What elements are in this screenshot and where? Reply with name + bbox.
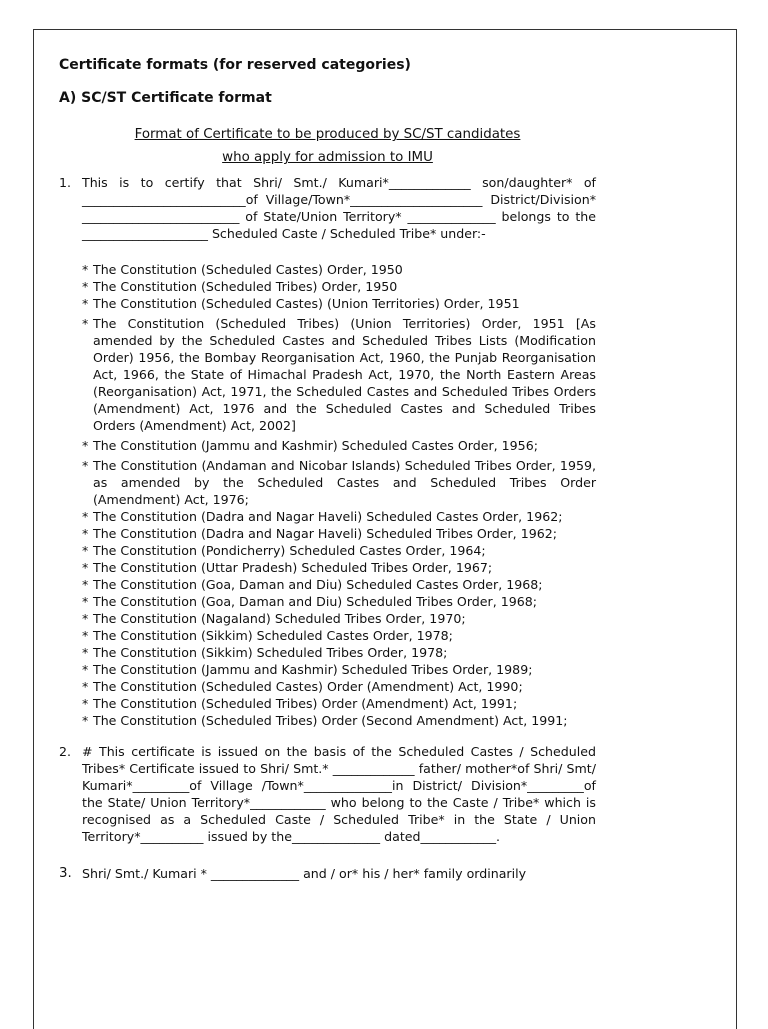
order-marker: * [82, 560, 89, 575]
format-title [59, 123, 596, 169]
order-list-item [82, 295, 596, 312]
order-list-item [82, 542, 596, 559]
order-marker: * [82, 594, 89, 609]
order-text: The Constitution (Pondicherry) Scheduled Castes Order, 1964; [93, 543, 486, 558]
order-list-item [82, 508, 596, 525]
paragraph-3-number: 3. [59, 866, 72, 881]
order-list-item [82, 678, 596, 695]
paragraph-2 [59, 743, 596, 845]
order-marker: * [82, 279, 89, 294]
order-text: The Constitution (Uttar Pradesh) Scheduled Tribes Order, 1967; [93, 560, 493, 575]
order-text: The Constitution (Scheduled Tribes) Order, 1950 [93, 279, 398, 294]
order-text: The Constitution (Dadra and Nagar Haveli) Scheduled Tribes Order, 1962; [93, 526, 557, 541]
order-list-item [82, 627, 596, 644]
order-list-item [82, 457, 596, 508]
order-text: The Constitution (Andaman and Nicobar Islands) Scheduled Tribes Order, 1959, as amended by the Scheduled Castes and Scheduled Tribes Order (Amendment) Act, 1976; [93, 458, 596, 507]
order-list-item [82, 437, 596, 454]
order-text: The Constitution (Scheduled Tribes) Order (Second Amendment) Act, 1991; [93, 713, 568, 728]
paragraph-3-text: Shri/ Smt./ Kumari * ______________ and / or* his / her* family ordinarily [82, 866, 527, 881]
order-text: The Constitution (Goa, Daman and Diu) Scheduled Tribes Order, 1968; [93, 594, 538, 609]
order-text: The Constitution (Dadra and Nagar Haveli) Scheduled Castes Order, 1962; [93, 509, 563, 524]
paragraph-3 [59, 865, 596, 882]
paragraph-1-number: 1. [59, 175, 72, 190]
order-list-item [82, 315, 596, 434]
order-list-item [82, 712, 596, 729]
order-marker: * [82, 316, 89, 331]
paragraph-2-number: 2. [59, 744, 72, 759]
paragraph-1-text: This is to certify that Shri/ Smt./ Kumari*_____________ son/daughter* of __________________________of Village/Town*_____________________ District/Division* _________________________ of State/Union Territory* ______________ belongs to the ____________________ Scheduled Caste / Scheduled Tribe* under:- [82, 175, 596, 241]
order-list-item [82, 261, 596, 278]
order-marker: * [82, 458, 89, 473]
order-text: The Constitution (Sikkim) Scheduled Castes Order, 1978; [93, 628, 453, 643]
order-marker: * [82, 296, 89, 311]
order-text: The Constitution (Scheduled Castes) Order, 1950 [93, 262, 403, 277]
order-list-item [82, 610, 596, 627]
order-list-item [82, 661, 596, 678]
order-text: The Constitution (Scheduled Castes) (Union Territories) Order, 1951 [93, 296, 520, 311]
order-marker: * [82, 662, 89, 677]
order-text: The Constitution (Jammu and Kashmir) Scheduled Tribes Order, 1989; [93, 662, 533, 677]
order-list-item [82, 644, 596, 661]
order-text: The Constitution (Sikkim) Scheduled Tribes Order, 1978; [93, 645, 448, 660]
order-marker: * [82, 611, 89, 626]
order-marker: * [82, 438, 89, 453]
order-list-item [82, 525, 596, 542]
order-marker: * [82, 543, 89, 558]
document-content [59, 56, 596, 882]
order-marker: * [82, 262, 89, 277]
order-text: The Constitution (Scheduled Castes) Order (Amendment) Act, 1990; [93, 679, 523, 694]
order-list-item [82, 695, 596, 712]
order-marker: * [82, 713, 89, 728]
order-text: The Constitution (Jammu and Kashmir) Scheduled Castes Order, 1956; [93, 438, 538, 453]
order-text: The Constitution (Scheduled Tribes) Order (Amendment) Act, 1991; [93, 696, 518, 711]
order-marker: * [82, 645, 89, 660]
order-marker: * [82, 577, 89, 592]
order-text: The Constitution (Nagaland) Scheduled Tribes Order, 1970; [93, 611, 466, 626]
section-title: A) SC/ST Certificate format [59, 90, 272, 106]
order-marker: * [82, 696, 89, 711]
order-marker: * [82, 679, 89, 694]
paragraph-1 [59, 174, 596, 242]
constitution-orders-list [59, 261, 596, 729]
order-text: The Constitution (Scheduled Tribes) (Union Territories) Order, 1951 [As amended by the Scheduled Castes and Scheduled Tribes Lists (Modification Order) 1956, the Bombay Reorganisation Act, 1960, the Punjab Reorganisation Act, 1966, the State of Himachal Pradesh Act, 1970, the North Eastern Areas (Reorganisation) Act, 1971, the Scheduled Castes and Scheduled Tribes Orders (Amendment) Act, 1976 and the Scheduled Castes and Scheduled Tribes Orders (Amendment) Act, 2002] [93, 316, 596, 433]
order-list-item [82, 576, 596, 593]
order-list-item [82, 559, 596, 576]
page-heading: Certificate formats (for reserved categories) [59, 57, 411, 73]
format-title-line-1: Format of Certificate to be produced by SC/ST candidates [134, 127, 521, 142]
order-marker: * [82, 526, 89, 541]
paragraph-2-text: # This certificate is issued on the basis of the Scheduled Castes / Scheduled Tribes* Certificate issued to Shri/ Smt.* _____________ father/ mother*of Shri/ Smt/ Kumari*_________of Village /Town*______________in District/ Division*_________of the State/ Union Territory*____________ who belong to the Caste / Tribe* which is recognised as a Scheduled Caste / Scheduled Tribe* in the State / Union Territory*__________ issued by the______________ dated____________. [82, 744, 596, 844]
order-text: The Constitution (Goa, Daman and Diu) Scheduled Castes Order, 1968; [93, 577, 543, 592]
format-title-line-2: who apply for admission to IMU [222, 150, 433, 165]
order-list-item [82, 593, 596, 610]
order-list-item [82, 278, 596, 295]
order-marker: * [82, 509, 89, 524]
order-marker: * [82, 628, 89, 643]
